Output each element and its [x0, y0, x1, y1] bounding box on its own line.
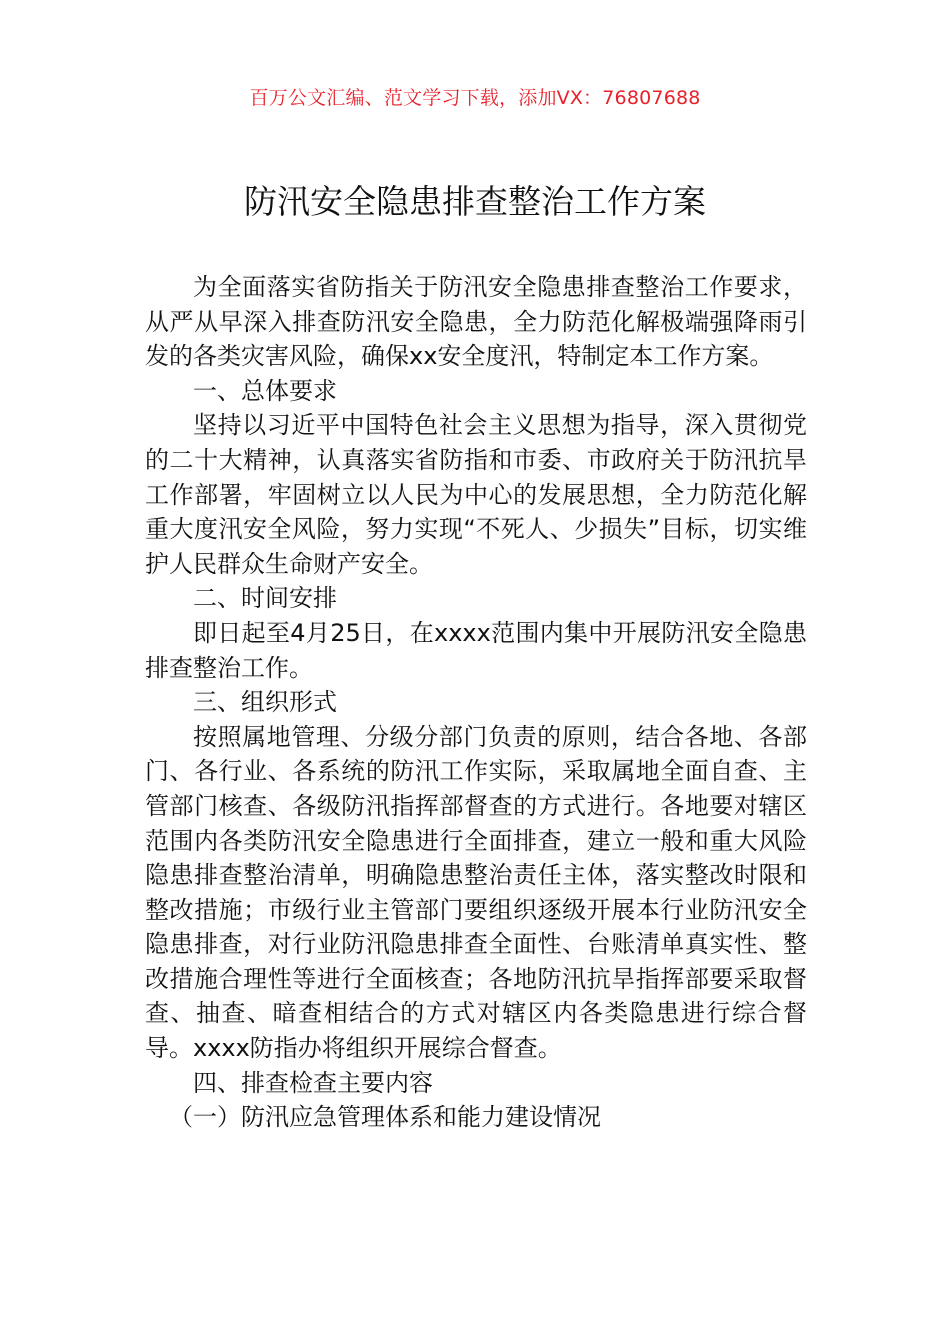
- document-title: 防汛安全隐患排查整治工作方案: [244, 182, 706, 221]
- section-heading-general-requirements: 一、总体要求: [193, 376, 337, 405]
- section-heading-inspection-content: 四、排查检查主要内容: [193, 1068, 433, 1097]
- watermark-banner: 百万公文汇编、范文学习下载，添加VX：76807688: [249, 87, 701, 109]
- section-paragraph-schedule: 即日起至4月25日，在xxxx范围内集中开展防汛安全隐患排查整治工作。: [145, 618, 807, 682]
- section-paragraph-general-requirements: 坚持以习近平中国特色社会主义思想为指导，深入贯彻党的二十大精神，认真落实省防指和市委、市政府关于防汛抗旱工作部署，牢固树立以人民为中心的发展思想，全力防范化解重大度汛安全风险，努力实现“不死人、少损失”目标，切实维护人民群众生命财产安全。: [145, 411, 807, 578]
- section-heading-schedule: 二、时间安排: [193, 584, 337, 613]
- subsection-heading-emergency-system: （一）防汛应急管理体系和能力建设情况: [169, 1103, 601, 1132]
- section-paragraph-organization: 按照属地管理、分级分部门负责的原则，结合各地、各部门、各行业、各系统的防汛工作实际，采取属地全面自查、主管部门核查、各级防汛指挥部督查的方式进行。各地要对辖区范围内各类防汛安全隐患进行全面排查，建立一般和重大风险隐患排查整治清单，明确隐患整治责任主体，落实整改时限和整改措施；市级行业主管部门要组织逐级开展本行业防汛安全隐患排查，对行业防汛隐患排查全面性、台账清单真实性、整改措施合理性等进行全面核查；各地防汛抗旱指挥部要采取督查、抽查、暗查相结合的方式对辖区内各类隐患进行综合督导。xxxx防指办将组织开展综合督查。: [145, 722, 807, 1063]
- section-heading-organization: 三、组织形式: [193, 688, 337, 717]
- intro-paragraph: 为全面落实省防指关于防汛安全隐患排查整治工作要求，从严从早深入排查防汛安全隐患，全力防范化解极端强降雨引发的各类灾害风险，确保xx安全度汛，特制定本工作方案。: [145, 273, 807, 371]
- document-body: [145, 270, 807, 1135]
